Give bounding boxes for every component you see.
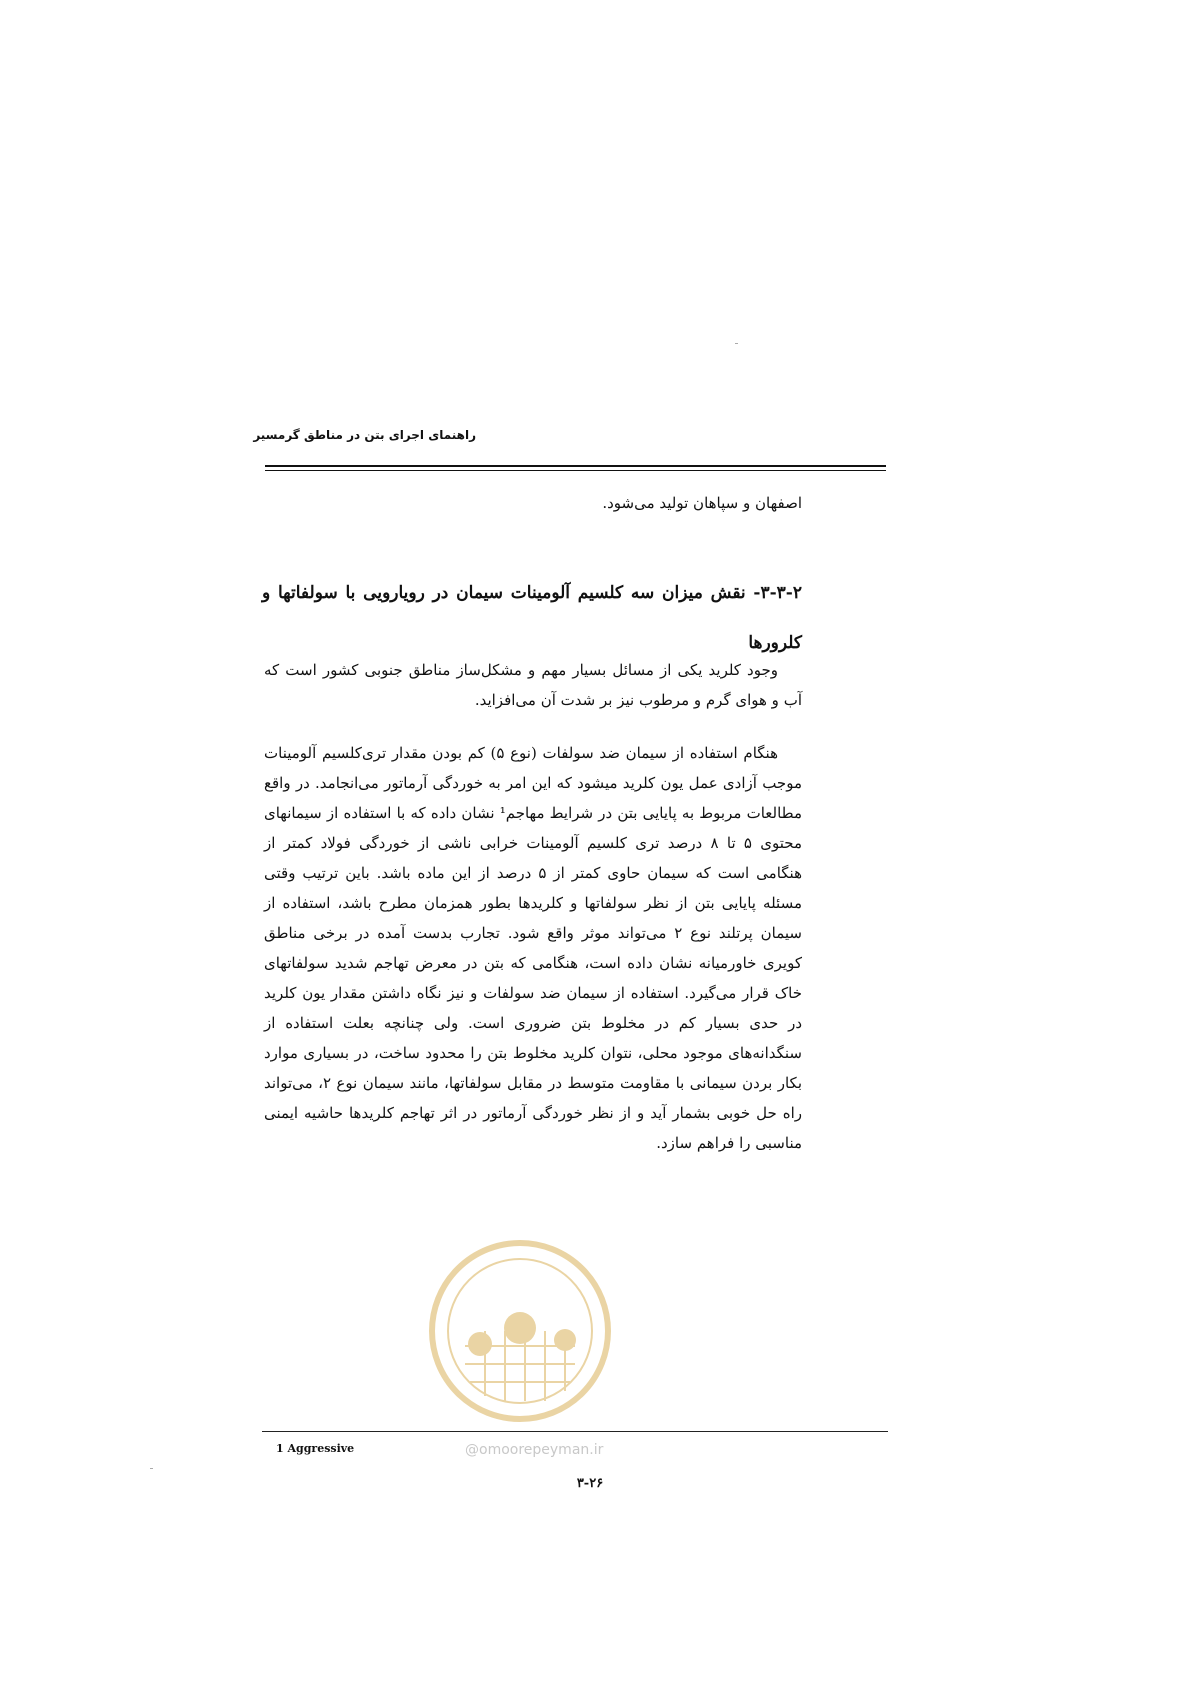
paragraph-2 (264, 738, 802, 1158)
running-header-title: راهنمای اجرای بتن در مناطق گرمسیر (253, 428, 476, 442)
watermark-logo (425, 1236, 615, 1426)
section-heading (262, 568, 802, 668)
scan-speck (150, 1468, 153, 1469)
section-heading-line1: ۳-۳-۲- نقش میزان سه کلسیم آلومینات سیمان در رویارویی با سولفاتها و (262, 583, 802, 603)
scan-speck (735, 343, 738, 344)
page-number: ۳-۲۶ (576, 1476, 604, 1491)
header-rule-thin (265, 470, 886, 471)
footnote: 1 Aggressive (276, 1442, 355, 1455)
lead-paragraph (264, 488, 802, 518)
paragraph-1 (264, 655, 802, 715)
paragraph-2-text: هنگام استفاده از سیمان ضد سولفات (نوع ۵) کم بودن مقدار تری‌کلسیم آلومینات موجب آزادی عمل یون کلرید میشود که این امر به خوردگی آرماتور می‌انجامد. در واقع مطالعات مربوط به پایایی بتن در شرایط مهاجم¹ نشان داده که با استفاده از سیمانهای محتوی ۵ تا ۸ درصد تری کلسیم آلومینات خرابی ناشی از خوردگی فولاد کمتر از هنگامی است که سیمان حاوی کمتر از ۵ درصد از این ماده باشد. باین ترتیب وقتی مسئله پایایی بتن از نظر سولفاتها و کلریدها بطور همزمان مطرح باشد، استفاده از سیمان پرتلند نوع ۲ می‌تواند موثر واقع شود. تجارب بدست آمده در برخی مناطق کویری خاورمیانه نشان داده است، هنگامی که بتن در معرض تهاجم شدید سولفاتهای خاک قرار می‌گیرد. استفاده از سیمان ضد سولفات و نیز نگاه داشتن مقدار یون کلرید در حدی بسیار کم در مخلوط بتن ضروری است. ولی چنانچه بعلت استفاده از سنگدانه‌های موجود محلی، نتوان کلرید مخلوط بتن را محدود ساخت، در بسیاری موارد بکار بردن سیمانی با مقاومت متوسط در مقابل سولفاتها، مانند سیمان نوع ۲، می‌تواند راه حل خوبی بشمار آید و از نظر خوردگی آرماتور در اثر تهاجم کلریدها حاشیه ایمنی مناسبی را فراهم سازد. (264, 744, 803, 1152)
lead-line: اصفهان و سپاهان تولید می‌شود. (602, 494, 802, 512)
paragraph-1-text: وجود کلرید یکی از مسائل بسیار مهم و مشکل‌ساز مناطق جنوبی کشور است که آب و هوای گرم و مرطوب نیز بر شدت آن می‌افزاید. (264, 661, 802, 709)
section-heading-line2: کلرورها (748, 633, 802, 653)
footnote-rule (262, 1431, 888, 1432)
watermark-url: @omoorepeyman.ir (465, 1442, 604, 1458)
header-rule-thick (265, 465, 886, 467)
